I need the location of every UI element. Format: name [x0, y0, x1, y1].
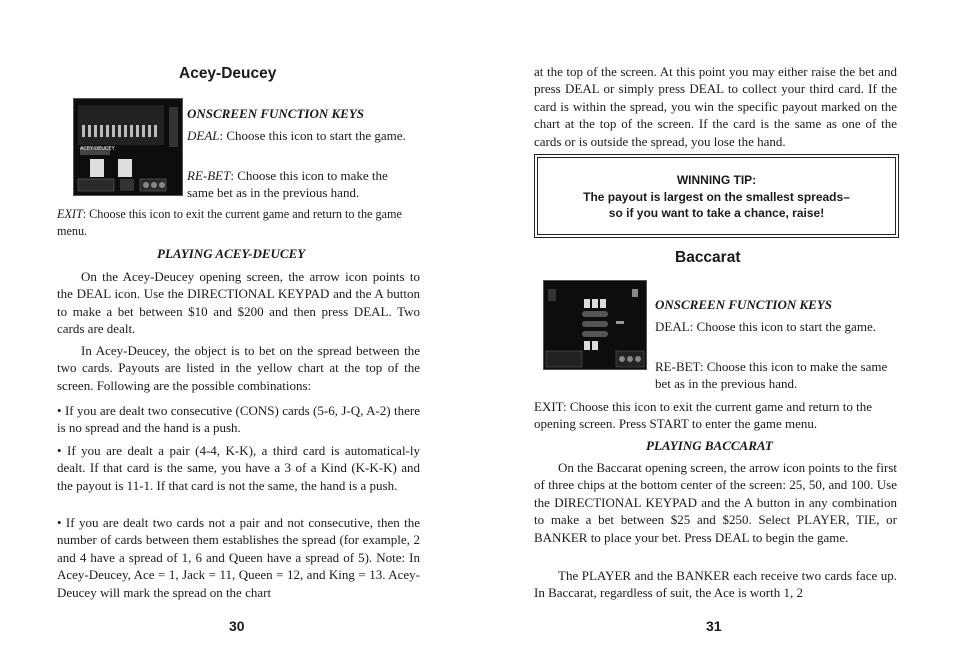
acey-deal-desc	[187, 127, 417, 144]
acey-deucey-screenshot	[73, 98, 183, 196]
acey-bullet-3: • If you are dealt two cards not a pair and not consecutive, then the number of cards between them establishes the spread (for example, 2 and 4 have a spread of 1, 6 and Queen have a spread of 5). Note: In Acey-Deucey, Ace = 1, Jack = 11, Queen = 12, and King = 13. Acey-Deucey will mark the spread on the chart	[57, 515, 420, 600]
acey-exit-text: : Choose this icon to exit the current game and return to the game menu.	[57, 207, 402, 239]
baccarat-screen-graphic	[544, 281, 646, 369]
winning-tip-box	[534, 154, 899, 238]
winning-tip-line-2: so if you want to take a chance, raise!	[608, 206, 825, 220]
acey-deucey-screen-label: ACEY-DEUCEY	[80, 146, 115, 152]
baccarat-para-1: On the Baccarat opening screen, the arrow icon points to the first of three chips at the bottom center of the screen: 25, 50, and 100. Use the DIRECTIONAL KEYPAD and the A button in any combination to make a bet between $25 and $250. Select PLAYER, TIE, or BANKER to place your bet. Press DEAL to begin the game.	[534, 460, 897, 545]
winning-tip-line-1: The payout is largest on the smallest spreads–	[583, 189, 850, 204]
winning-tip-heading: WINNING TIP:	[676, 173, 757, 187]
acey-bullet-2: • If you are dealt a pair (4-4, K-K), a third card is automatical-ly dealt. If that card is the same, you have a 3 of a Kind (K-K-K) and the payout is 11-1. If that card is not the same, the hand is a push.	[57, 443, 420, 493]
acey-exit-label: EXIT	[57, 207, 83, 221]
baccarat-deal-desc: DEAL: Choose this icon to start the game.	[655, 319, 876, 334]
acey-rebet-text: : Choose this icon to make the same bet as in the previous hand.	[187, 168, 388, 201]
acey-exit-desc	[57, 206, 420, 241]
baccarat-title: Baccarat	[675, 249, 741, 266]
winning-tip-inner	[537, 157, 896, 235]
acey-deucey-title: Acey-Deucey	[179, 65, 277, 82]
baccarat-exit-desc: EXIT: Choose this icon to exit the current game and return to the opening screen. Press START to enter the game menu.	[534, 399, 872, 432]
baccarat-rebet-desc: RE-BET: Choose this icon to make the same bet as in the previous hand.	[655, 359, 888, 392]
acey-para-2: In Acey-Deucey, the object is to bet on the spread between the two cards. Payouts are listed in the yellow chart at the top of the screen. Following are the possible combinations:	[57, 343, 420, 393]
baccarat-keys-heading: ONSCREEN FUNCTION KEYS	[655, 297, 832, 312]
acey-para-1: On the Acey-Deucey opening screen, the arrow icon points to the DEAL icon. Use the DIRECTIONAL KEYPAD and the A button to make a bet between $10 and $200 and then press DEAL. Two cards are dealt.	[57, 269, 420, 337]
baccarat-screenshot	[543, 280, 647, 370]
acey-keys-heading: ONSCREEN FUNCTION KEYS	[187, 106, 364, 121]
page-number-left: 30	[229, 618, 245, 634]
acey-deal-label: DEAL	[187, 128, 220, 143]
acey-para-continued: at the top of the screen. At this point you may either raise the bet and press DEAL or simply press DEAL to collect your third card. If the card is within the spread, you win the specific payout marked on the chart at the top of the screen. If the card is the same as one of the cards or is outside the spread, you lose the hand.	[534, 64, 897, 149]
acey-rebet-desc	[187, 167, 417, 202]
page-number-right: 31	[706, 618, 722, 634]
baccarat-play-heading: PLAYING BACCARAT	[646, 438, 773, 453]
acey-bullet-1: • If you are dealt two consecutive (CONS) cards (5-6, J-Q, A-2) there is no spread and the hand is a push.	[57, 403, 420, 436]
acey-deal-text: : Choose this icon to start the game.	[219, 128, 406, 143]
acey-rebet-label: RE-BET	[187, 168, 231, 183]
acey-play-heading: PLAYING ACEY-DEUCEY	[157, 246, 306, 261]
baccarat-para-2: The PLAYER and the BANKER each receive two cards face up. In Baccarat, regardless of suit, the Ace is worth 1, 2	[534, 568, 897, 601]
